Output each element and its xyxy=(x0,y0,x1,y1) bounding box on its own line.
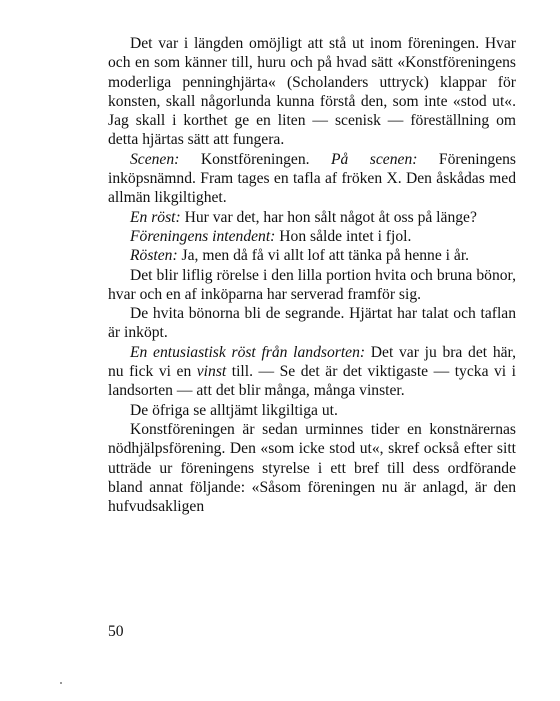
text-run: Det var i längden omöjligt att stå ut inom föreningen. Hvar och en som känner till, huru och på hvad sätt «Konstföreningens moderliga penninghjärta« (Scholanders uttryck) klappar för konsten, skall någorlunda kunna förstå den, som inte «stod ut«. Jag skall i korthet ge en liten — scenisk — föreställning om detta hjärtas sätt att fungera. xyxy=(108,35,516,149)
page-number: 50 xyxy=(108,623,124,640)
paragraph xyxy=(108,401,516,420)
text-run: Hon sålde intet i fjol. xyxy=(275,227,412,245)
italic-text: En röst: xyxy=(130,208,181,226)
italic-text: På scenen: xyxy=(331,150,418,168)
paragraph xyxy=(108,34,516,150)
text-run: Ja, men då få vi allt lof att tänka på henne i år. xyxy=(177,247,470,265)
italic-text: Rösten: xyxy=(130,247,178,265)
paragraph xyxy=(108,246,516,265)
page-text xyxy=(108,34,516,516)
paragraph xyxy=(108,343,516,401)
paragraph xyxy=(108,150,516,208)
text-run: Det blir liflig rörelse i den lilla portion hvita och bruna bönor, hvar och en af inköparna har serverad framför sig. xyxy=(108,266,516,303)
text-run: Hur var det, har hon sålt något åt oss på länge? xyxy=(180,208,477,226)
paragraph xyxy=(108,208,516,227)
italic-text: En entusiastisk röst från landsorten: xyxy=(130,343,366,361)
scan-speck xyxy=(60,682,62,684)
italic-text: vinst xyxy=(196,363,227,381)
text-run: De hvita bönorna bli de segrande. Hjärtat har talat och taflan är inköpt. xyxy=(108,305,516,342)
paragraph xyxy=(108,304,516,343)
paragraph xyxy=(108,420,516,516)
text-run: Konstföreningen. xyxy=(179,150,332,168)
italic-text: Föreningens intendent: xyxy=(130,227,276,245)
text-run: De öfriga se alltjämt likgiltiga ut. xyxy=(130,401,338,419)
text-run: till. — Se det är det viktigaste — tycka vi i landsorten — att det blir många, många vinster. xyxy=(108,363,516,400)
text-run: Det var ju bra det här, nu fick vi en xyxy=(108,343,516,381)
italic-text: Scenen: xyxy=(130,150,180,168)
paragraph xyxy=(108,266,516,305)
text-run: Föreningens inköpsnämnd. Fram tages en tafla af fröken X. Den åskådas med allmän likgiltighet. xyxy=(108,150,517,207)
text-run: Konstföreningen är sedan urminnes tider en konstnärernas nödhjälpsförening. Den «som icke stod ut«, skref också efter sitt utträde ur föreningens styrelse i ett bref till dess ordförande bland annat följande: «Såsom föreningen nu är anlagd, är den hufvudsakligen xyxy=(108,420,516,516)
paragraph xyxy=(108,227,516,246)
